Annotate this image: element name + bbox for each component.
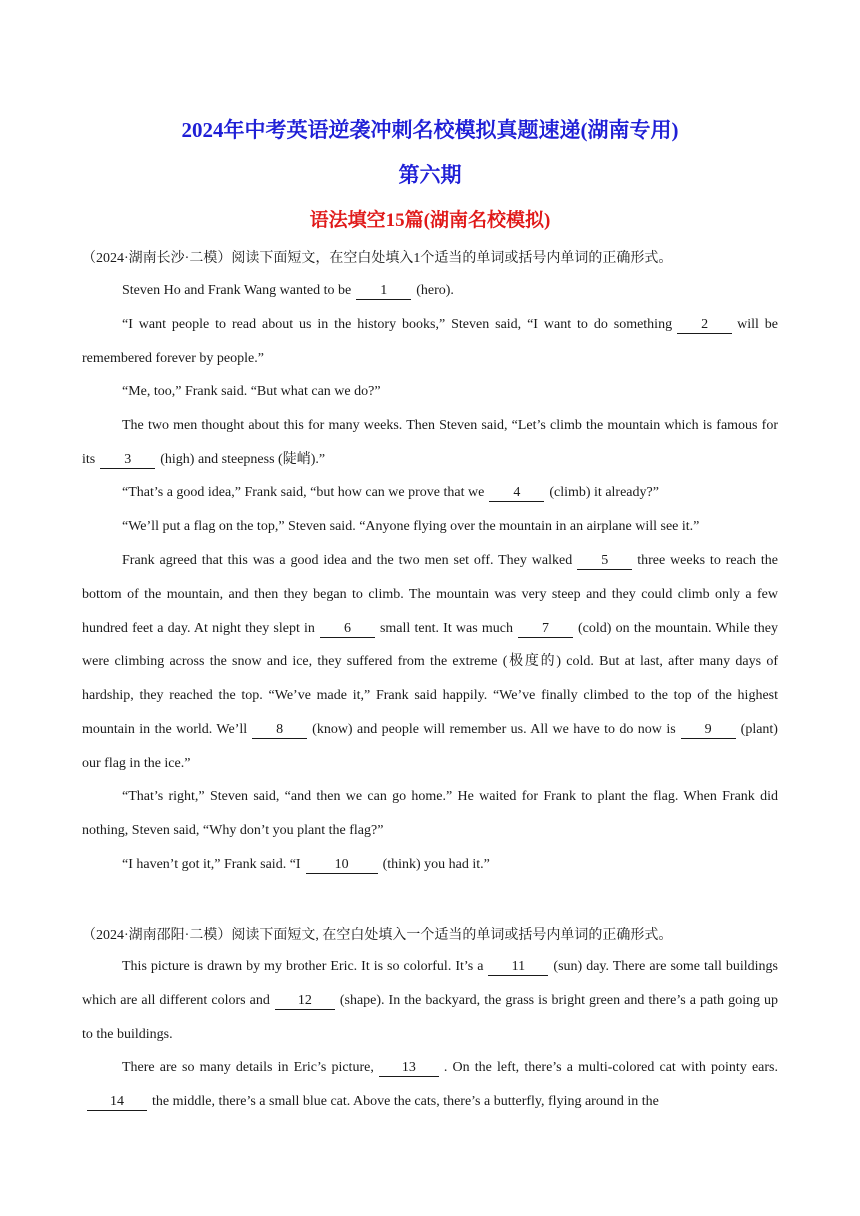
text: There are so many details in Eric’s picture, — [122, 1060, 374, 1075]
blank-3: 3 — [100, 451, 155, 469]
text: (plant) our flag in the ice.” — [82, 721, 778, 771]
text: (know) and people will remember us. All we have to do now is — [312, 721, 676, 737]
text: “I want people to read about us in the history books,” Steven said, “I want to do something — [122, 317, 673, 332]
passage1-paragraph-7 — [82, 544, 778, 781]
passage1-paragraph-5 — [82, 476, 778, 510]
blank-14: 14 — [87, 1093, 147, 1111]
text: (high) and steepness (陡峭).” — [160, 451, 326, 467]
passage1-source: （2024·湖南长沙·二模）阅读下面短文，在空白处填入1个适当的单词或括号内单词的正确形式。 — [82, 251, 673, 266]
text: Frank agreed that this was a good idea and the two men set off. They walked — [122, 553, 573, 568]
text: small tent. It was much — [379, 620, 513, 636]
blank-2: 2 — [677, 316, 732, 334]
passage2-paragraph-1 — [82, 950, 778, 1051]
blank-8: 8 — [252, 721, 307, 739]
issue-number: 第六期 — [398, 163, 462, 187]
text: three weeks to reach the bottom of the mountain, and then they began to climb. The mountain was very steep and they could climb only a few hundred feet a day. At night they slept in — [82, 553, 778, 636]
blank-13: 13 — [379, 1059, 439, 1077]
passage2-paragraph-2 — [82, 1051, 778, 1119]
text: The two men thought about this for many weeks. Then Steven said, “Let’s climb the mountain which is famous for its — [82, 418, 778, 467]
passage1-paragraph-3: “Me, too,” Frank said. “But what can we do?” — [122, 384, 381, 399]
text: Steven Ho and Frank Wang wanted to be — [122, 283, 352, 298]
text: “I haven’t got it,” Frank said. “I — [122, 857, 301, 872]
text: (cold) on the mountain. While they were climbing across the snow and ice, they suffered from the extreme (极度的) cold. But at last, after many days of hardship, they reached the top. “We’ve made it,” Frank said happily. “We’ve finally climbed to the top of the highest mountain in the world. We’ll — [82, 620, 778, 737]
passage1-paragraph-6: “We’ll put a flag on the top,” Steven said. “Anyone flying over the mountain in an airplane will see it.” — [122, 519, 700, 534]
text: (think) you had it.” — [382, 857, 490, 872]
text: the middle, there’s a small blue cat. Above the cats, there’s a butterfly, flying around in the — [152, 1093, 659, 1109]
text: will be remembered forever by people.” — [82, 317, 778, 366]
text: (shape). In the backyard, the grass is bright green and there’s a path going up to the buildings. — [82, 992, 778, 1042]
text: . On the left, there’s a multi-colored cat with pointy ears. — [443, 1060, 778, 1075]
passage2-source: （2024·湖南邵阳·二模）阅读下面短文, 在空白处填入一个适当的单词或括号内单词的正确形式。 — [82, 928, 673, 943]
blank-11: 11 — [488, 958, 548, 976]
blank-12: 12 — [275, 992, 335, 1010]
blank-4: 4 — [489, 484, 544, 502]
text: This picture is drawn by my brother Eric. It is so colorful. It’s a — [122, 959, 484, 974]
text: (climb) it already?” — [549, 485, 659, 500]
blank-7: 7 — [518, 620, 573, 638]
document-title: 2024年中考英语逆袭冲刺名校模拟真题速递(湖南专用) — [181, 118, 679, 142]
text: (hero). — [416, 283, 454, 298]
blank-9: 9 — [681, 721, 736, 739]
passage1-paragraph-2 — [82, 308, 778, 376]
passage1-paragraph-9 — [82, 848, 778, 882]
passage1-paragraph-8: “That’s right,” Steven said, “and then we can go home.” He waited for Frank to plant the flag. When Frank did nothing, Steven said, “Why don’t you plant the flag?” — [82, 789, 778, 838]
blank-5: 5 — [577, 552, 632, 570]
blank-1: 1 — [356, 282, 411, 300]
blank-6: 6 — [320, 620, 375, 638]
passage1-paragraph-4 — [82, 409, 778, 477]
text: (sun) day. There are some tall buildings which are all different colors and — [82, 959, 778, 1008]
section-heading: 语法填空15篇(湖南名校模拟) — [309, 210, 551, 231]
blank-10: 10 — [306, 856, 378, 874]
text: “That’s a good idea,” Frank said, “but how can we prove that we — [122, 485, 485, 500]
passage1-paragraph-1 — [82, 274, 778, 308]
